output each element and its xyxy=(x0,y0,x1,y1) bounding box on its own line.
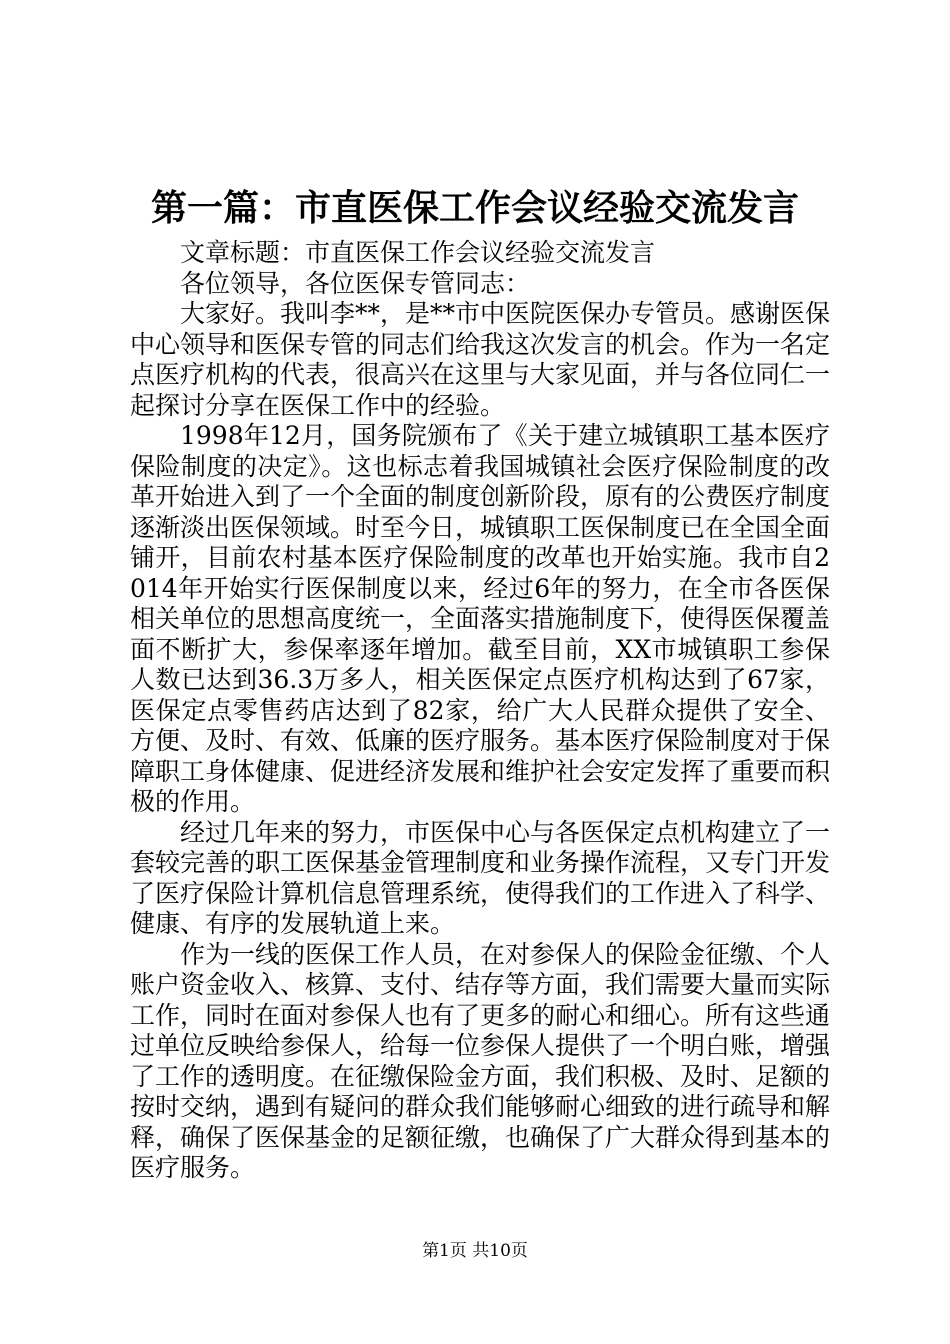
article-title-line: 文章标题：市直医保工作会议经验交流发言 xyxy=(180,238,656,267)
document-title: 第一篇：市直医保工作会议经验交流发言 xyxy=(150,187,799,229)
paragraph-efforts: 经过几年来的努力，市医保中心与各医保定点机构建立了一套较完善的职工医保基金管理制度和业务操作流程，又专门开发了医疗保险计算机信息管理系统，使得我们的工作进入了科学、健康、有序的发展轨道上来。 xyxy=(130,817,831,938)
paragraph-history: 1998年12月，国务院颁布了《关于建立城镇职工基本医疗保险制度的决定》。这也标志着我国城镇社会医疗保险制度的改革开始进入到了一个全面的制度创新阶段，原有的公费医疗制度逐渐淡出医保领域。时至今日，城镇职工医保制度已在全国全面铺开，目前农村基本医疗保险制度的改革也开始实施。我市自2014年开始实行医保制度以来，经过6年的努力，在全市各医保相关单位的思想高度统一，全面落实措施制度下，使得医保覆盖面不断扩大，参保率逐年增加。截至目前，XX市城镇职工参保人数已达到36.3万多人，相关医保定点医疗机构达到了67家，医保定点零售药店达到了82家，给广大人民群众提供了安全、方便、及时、有效、低廉的医疗服务。基本医疗保险制度对于保障职工身体健康、促进经济发展和维护社会安定发挥了重要而积极的作用。 xyxy=(130,421,831,816)
paragraph-greeting: 大家好。我叫李**，是**市中医院医保办专管员。感谢医保中心领导和医保专管的同志们给我这次发言的机会。作为一名定点医疗机构的代表，很高兴在这里与大家见面，并与各位同仁一起探讨分享在医保工作中的经验。 xyxy=(130,299,831,420)
salutation: 各位领导，各位医保专管同志： xyxy=(180,268,531,298)
document-body xyxy=(130,238,830,1184)
paragraph-frontline: 作为一线的医保工作人员，在对参保人的保险金征缴、个人账户资金收入、核算、支付、结存等方面，我们需要大量而实际工作，同时在面对参保人也有了更多的耐心和细心。所有这些通过单位反映给参保人，给每一位参保人提供了一个明白账，增强了工作的透明度。在征缴保险金方面，我们积极、及时、足额的按时交纳，遇到有疑问的群众我们能够耐心细致的进行疏导和解释，确保了医保基金的足额征缴，也确保了广大群众得到基本的医疗服务。 xyxy=(130,939,831,1182)
page-number-footer: 第1页 共10页 xyxy=(422,1241,528,1261)
